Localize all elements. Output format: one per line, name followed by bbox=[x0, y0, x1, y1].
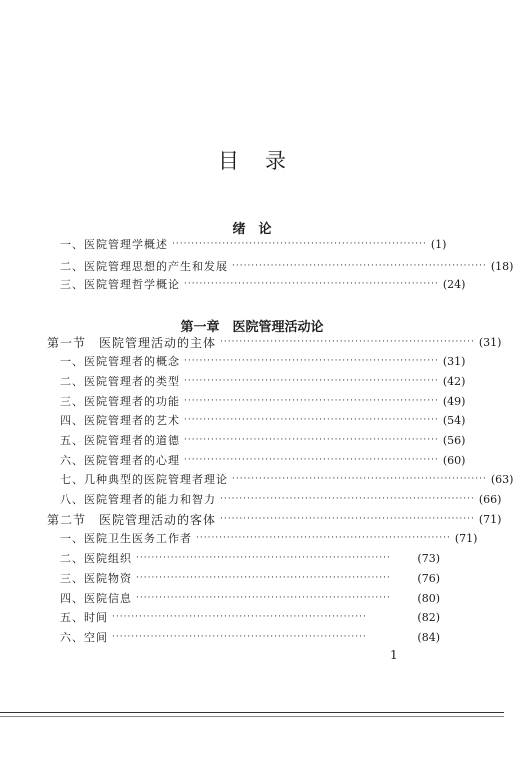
toc-entry[interactable] bbox=[60, 588, 440, 608]
toc-entry-label: 五、医院管理者的道德 bbox=[60, 434, 180, 447]
toc-entry-page: (82) bbox=[417, 610, 440, 624]
toc-entry-page: (71) bbox=[454, 531, 478, 545]
leader-dots: ·································································· bbox=[184, 415, 439, 425]
section-heading-chapter1: 第一章 医院管理活动论 bbox=[180, 320, 324, 335]
toc-entry-label: 一、医院管理学概述 bbox=[60, 238, 168, 251]
toc-entry[interactable] bbox=[60, 351, 466, 371]
toc-entry[interactable] bbox=[60, 607, 440, 627]
leader-dots: ·································································· bbox=[136, 593, 391, 603]
leader-dots: ·································································· bbox=[136, 573, 391, 583]
leader-dots: ·································································· bbox=[184, 279, 439, 289]
bottom-rule bbox=[0, 712, 504, 713]
toc-entry[interactable] bbox=[60, 391, 466, 411]
leader-dots: ·································································· bbox=[220, 337, 475, 347]
toc-entry[interactable] bbox=[60, 274, 466, 294]
toc-entry-page: (73) bbox=[417, 551, 440, 565]
toc-entry-label: 五、时间 bbox=[60, 611, 108, 624]
toc-entry-page: (31) bbox=[442, 354, 466, 368]
toc-entry-label: 四、医院管理者的艺术 bbox=[60, 414, 180, 427]
leader-dots: ·································································· bbox=[112, 632, 367, 642]
toc-entry-label: 第一节 医院管理活动的主体 bbox=[47, 335, 217, 350]
leader-dots: ·································································· bbox=[232, 261, 487, 271]
toc-entry-page: (60) bbox=[442, 453, 466, 467]
toc-entry[interactable] bbox=[60, 528, 478, 548]
toc-entry-label: 三、医院管理哲学概论 bbox=[60, 278, 180, 291]
toc-entry-page: (84) bbox=[417, 630, 440, 644]
leader-dots: ·································································· bbox=[112, 612, 367, 622]
toc-entry-page: (42) bbox=[442, 374, 466, 388]
leader-dots: ·································································· bbox=[184, 376, 439, 386]
toc-entry-page: (80) bbox=[417, 591, 440, 605]
toc-entry-page: (1) bbox=[430, 237, 447, 251]
toc-entry-label: 第二节 医院管理活动的客体 bbox=[47, 512, 217, 527]
toc-entry-page: (31) bbox=[478, 335, 502, 349]
leader-dots: ·································································· bbox=[196, 533, 451, 543]
toc-entry-page: (66) bbox=[478, 492, 502, 506]
toc-entry-page: (76) bbox=[417, 571, 440, 585]
page-number: 1 bbox=[390, 648, 398, 662]
leader-dots: ·································································· bbox=[184, 435, 439, 445]
toc-entry[interactable] bbox=[60, 450, 466, 470]
leader-dots: ·································································· bbox=[184, 396, 439, 406]
toc-entry[interactable] bbox=[60, 548, 440, 568]
toc-entry-label: 三、医院管理者的功能 bbox=[60, 395, 180, 408]
toc-entry-label: 六、空间 bbox=[60, 631, 108, 644]
toc-entry[interactable] bbox=[60, 256, 513, 276]
toc-entry-page: (56) bbox=[442, 433, 466, 447]
leader-dots: ·································································· bbox=[220, 514, 475, 524]
toc-entry[interactable] bbox=[60, 469, 513, 489]
toc-entry-label: 三、医院物资 bbox=[60, 572, 132, 585]
page-title: 目录 bbox=[218, 149, 312, 173]
toc-entry[interactable] bbox=[60, 627, 440, 647]
toc-entry-label: 二、医院组织 bbox=[60, 552, 132, 565]
toc-entry-label: 七、几种典型的医院管理者理论 bbox=[60, 473, 228, 486]
toc-entry-page: (71) bbox=[478, 512, 502, 526]
toc-entry-label: 一、医院卫生医务工作者 bbox=[60, 532, 192, 545]
leader-dots: ·································································· bbox=[232, 474, 487, 484]
toc-entry-label: 四、医院信息 bbox=[60, 592, 132, 605]
leader-dots: ·································································· bbox=[136, 553, 391, 563]
toc-entry-page: (63) bbox=[490, 472, 513, 486]
leader-dots: ·································································· bbox=[220, 494, 475, 504]
toc-entry-page: (54) bbox=[442, 413, 466, 427]
toc-entry[interactable] bbox=[60, 489, 502, 509]
toc-section-entry[interactable] bbox=[47, 332, 502, 352]
toc-entry[interactable] bbox=[60, 234, 447, 254]
leader-dots: ·································································· bbox=[184, 356, 439, 366]
leader-dots: ·································································· bbox=[172, 239, 427, 249]
leader-dots: ·································································· bbox=[184, 455, 439, 465]
toc-entry[interactable] bbox=[60, 430, 466, 450]
toc-entry-label: 一、医院管理者的概念 bbox=[60, 355, 180, 368]
toc-entry[interactable] bbox=[60, 371, 466, 391]
toc-entry-page: (18) bbox=[490, 259, 513, 273]
toc-entry-page: (49) bbox=[442, 394, 466, 408]
toc-entry-label: 八、医院管理者的能力和智力 bbox=[60, 493, 216, 506]
toc-entry-label: 二、医院管理者的类型 bbox=[60, 375, 180, 388]
bottom-rule-secondary bbox=[0, 716, 504, 717]
toc-entry-label: 二、医院管理思想的产生和发展 bbox=[60, 260, 228, 273]
toc-entry-label: 六、医院管理者的心理 bbox=[60, 454, 180, 467]
toc-entry-page: (24) bbox=[442, 277, 466, 291]
toc-entry[interactable] bbox=[60, 568, 440, 588]
toc-section-entry[interactable] bbox=[47, 509, 502, 529]
section-heading-intro: 绪 论 bbox=[232, 222, 272, 237]
toc-entry[interactable] bbox=[60, 410, 466, 430]
